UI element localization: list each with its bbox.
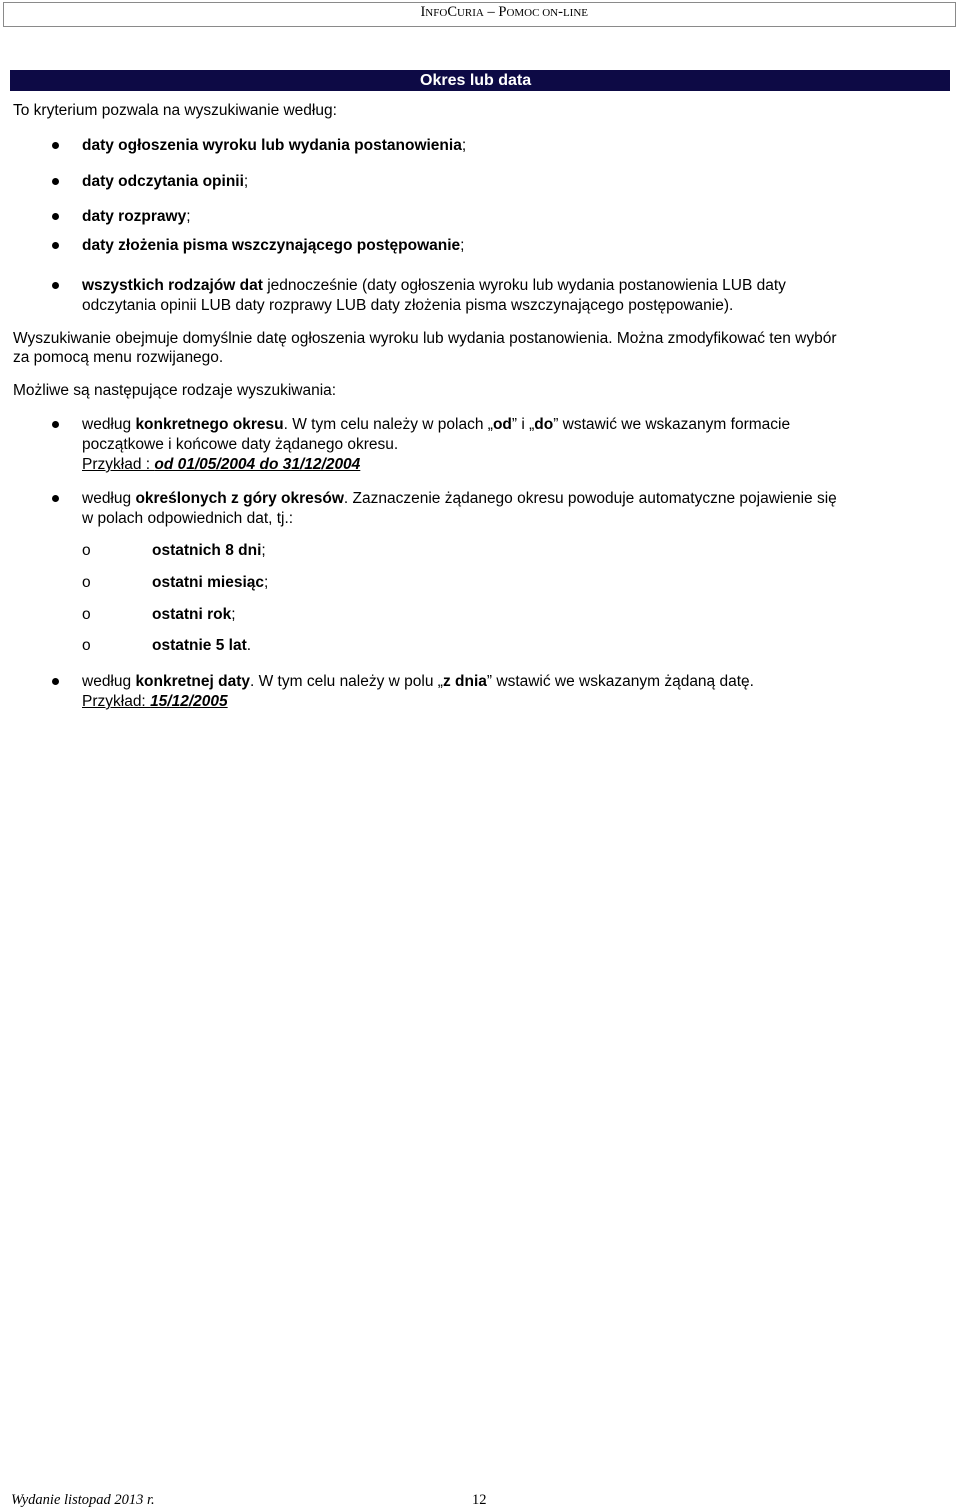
page-number: 12: [472, 1492, 487, 1508]
example-line: Przykład: 15/12/2005: [82, 693, 228, 710]
bullet-icon: [52, 495, 59, 502]
list-item: według konkretnej daty. W tym celu należy w polu „z dnia” wstawić we wskazanym żądaną datę.: [82, 673, 754, 690]
bullet-icon: [52, 678, 59, 685]
list-item-continuation: odczytania opinii LUB daty rozprawy LUB daty złożenia pisma wszczynającego postępowanie).: [82, 297, 734, 314]
list-item: daty odczytania opinii;: [82, 173, 249, 190]
list-item-continuation: w polach odpowiednich dat, tj.:: [82, 510, 294, 527]
intro-text: To kryterium pozwala na wyszukiwanie według:: [13, 102, 337, 119]
default-note-line: Wyszukiwanie obejmuje domyślnie datę ogłoszenia wyroku lub wydania postanowienia. Można zmodyfikować ten wybór: [13, 330, 837, 347]
bullet-icon: [52, 282, 59, 289]
bullet-icon: [52, 213, 59, 220]
types-intro: Możliwe są następujące rodzaje wyszukiwania:: [13, 382, 337, 399]
footer-edition: Wydanie listopad 2013 r.: [11, 1492, 155, 1508]
sub-list-item: ostatni rok;: [152, 606, 236, 623]
header-title: INFOCURIA – POMOC ON-LINE: [420, 4, 588, 20]
list-item-continuation: początkowe i końcowe daty żądanego okresu.: [82, 436, 399, 453]
bullet-icon: [52, 178, 59, 185]
circle-bullet-icon: o: [82, 574, 91, 591]
sub-list-item: ostatni miesiąc;: [152, 574, 269, 591]
circle-bullet-icon: o: [82, 606, 91, 623]
list-item: daty złożenia pisma wszczynającego postępowanie;: [82, 237, 465, 254]
circle-bullet-icon: o: [82, 542, 91, 559]
section-title: Okres lub data: [420, 72, 532, 89]
example-line: Przykład : od 01/05/2004 do 31/12/2004: [82, 456, 361, 473]
list-item: daty rozprawy;: [82, 208, 191, 225]
list-item: według konkretnego okresu. W tym celu należy w polach „od” i „do” wstawić we wskazanym formacie: [82, 416, 791, 433]
bullet-icon: [52, 421, 59, 428]
sub-list-item: ostatnich 8 dni;: [152, 542, 266, 559]
bullet-icon: [52, 242, 59, 249]
list-item: wszystkich rodzajów dat jednocześnie (daty ogłoszenia wyroku lub wydania postanowienia LUB daty: [82, 277, 786, 294]
bullet-icon: [52, 142, 59, 149]
list-item: daty ogłoszenia wyroku lub wydania postanowienia;: [82, 137, 467, 154]
default-note-line: za pomocą menu rozwijanego.: [13, 349, 224, 366]
list-item: według określonych z góry okresów. Zaznaczenie żądanego okresu powoduje automatyczne pojawienie się: [82, 490, 837, 507]
circle-bullet-icon: o: [82, 637, 91, 654]
sub-list-item: ostatnie 5 lat.: [152, 637, 252, 654]
